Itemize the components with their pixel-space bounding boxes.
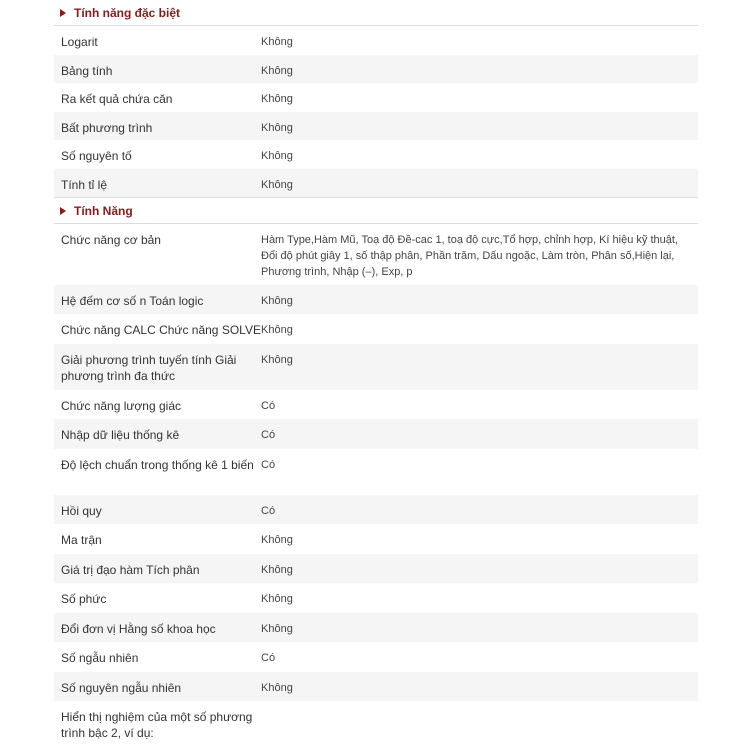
spec-value: Có (261, 459, 276, 471)
spec-label: Ra kết quả chứa căn (61, 92, 173, 106)
spec-label: Bất phương trình (61, 121, 153, 135)
spec-row (54, 672, 698, 701)
spec-label: Đổi đơn vị Hằng số khoa học (61, 622, 216, 636)
spec-row (54, 701, 698, 747)
spec-row (54, 642, 698, 672)
spec-label: Logarit (61, 35, 98, 49)
spec-value: Không (261, 36, 293, 48)
spec-label: Nhập dữ liệu thống kê (61, 428, 180, 442)
spec-value: Không (261, 324, 293, 336)
spec-row (54, 495, 698, 524)
spec-value: Không (261, 295, 293, 307)
spec-row (54, 224, 698, 285)
section-header-special-features[interactable] (54, 0, 698, 26)
spec-value: Không (261, 682, 293, 694)
triangle-right-icon (60, 207, 66, 215)
triangle-right-icon (60, 9, 66, 17)
spec-row (54, 524, 698, 554)
spec-value: Không (261, 593, 293, 605)
spec-value: Có (261, 652, 276, 664)
spec-label: Bảng tính (61, 64, 113, 78)
spec-label: Số phức (61, 592, 107, 606)
spec-row (54, 390, 698, 419)
spec-value: Có (261, 505, 276, 517)
spec-row (54, 55, 698, 83)
section-rows-special-features (54, 26, 698, 197)
spec-label: Ma trận (61, 533, 102, 547)
section-header-features[interactable] (54, 197, 698, 224)
spec-row (54, 419, 698, 449)
spec-label: Chức năng cơ bản (61, 233, 161, 247)
spec-row (54, 583, 698, 613)
spec-value: Không (261, 623, 293, 635)
spec-label: Chức năng CALC Chức năng SOLVE (61, 323, 261, 337)
spec-label: Hiển thị nghiệm của một số phương trình bậc 2, ví dụ: (61, 710, 253, 740)
spec-label: Hệ đếm cơ số n Toán logic (61, 294, 204, 308)
spec-table (54, 0, 698, 747)
spec-label: Giải phương trình tuyến tính Giải phương trình đa thức (61, 353, 237, 383)
spec-label: Độ lệch chuẩn trong thống kê 1 biến (61, 458, 254, 472)
spec-label: Hồi quy (61, 504, 102, 518)
spec-row (54, 140, 698, 169)
spec-value: Có (261, 400, 276, 412)
section-rows-features (54, 224, 698, 747)
spec-row (54, 112, 698, 140)
spec-value: Không (261, 65, 293, 77)
spec-value: Không (261, 93, 293, 105)
spec-value: Không (261, 534, 293, 546)
spec-row (54, 169, 698, 197)
section-title: Tính Năng (74, 203, 133, 218)
spec-label: Tính tỉ lệ (61, 178, 108, 192)
spec-value: Không (261, 179, 293, 191)
spec-row (54, 554, 698, 583)
spec-row (54, 449, 698, 495)
spec-value: Không (261, 564, 293, 576)
spec-value: Có (261, 429, 276, 441)
spec-value: Không (261, 150, 293, 162)
spec-value: Không (261, 354, 293, 366)
spec-row (54, 314, 698, 344)
spec-value: Hàm Type,Hàm Mũ, Toạ độ Đề-cac 1, toạ độ cực,Tổ hợp, chỉnh hợp, Kí hiệu kỹ thuật, Đổi độ phút giây 1, số thập phân, Phần trăm, Dấu ngoặc, Làm tròn, Phân số,Hiện lại, Phương trình, Nhập (–), Exp, p (261, 234, 678, 278)
spec-row (54, 83, 698, 112)
spec-label: Số nguyên ngẫu nhiên (61, 681, 182, 695)
spec-row (54, 344, 698, 390)
spec-value: Không (261, 122, 293, 134)
spec-row (54, 613, 698, 642)
spec-label: Giá trị đạo hàm Tích phân (61, 563, 200, 577)
spec-row (54, 26, 698, 55)
spec-label: Số ngẫu nhiên (61, 651, 139, 665)
spec-row (54, 285, 698, 314)
spec-label: Số nguyên tố (61, 149, 132, 163)
section-title: Tính năng đặc biệt (74, 5, 181, 20)
spec-label: Chức năng lượng giác (61, 399, 181, 413)
